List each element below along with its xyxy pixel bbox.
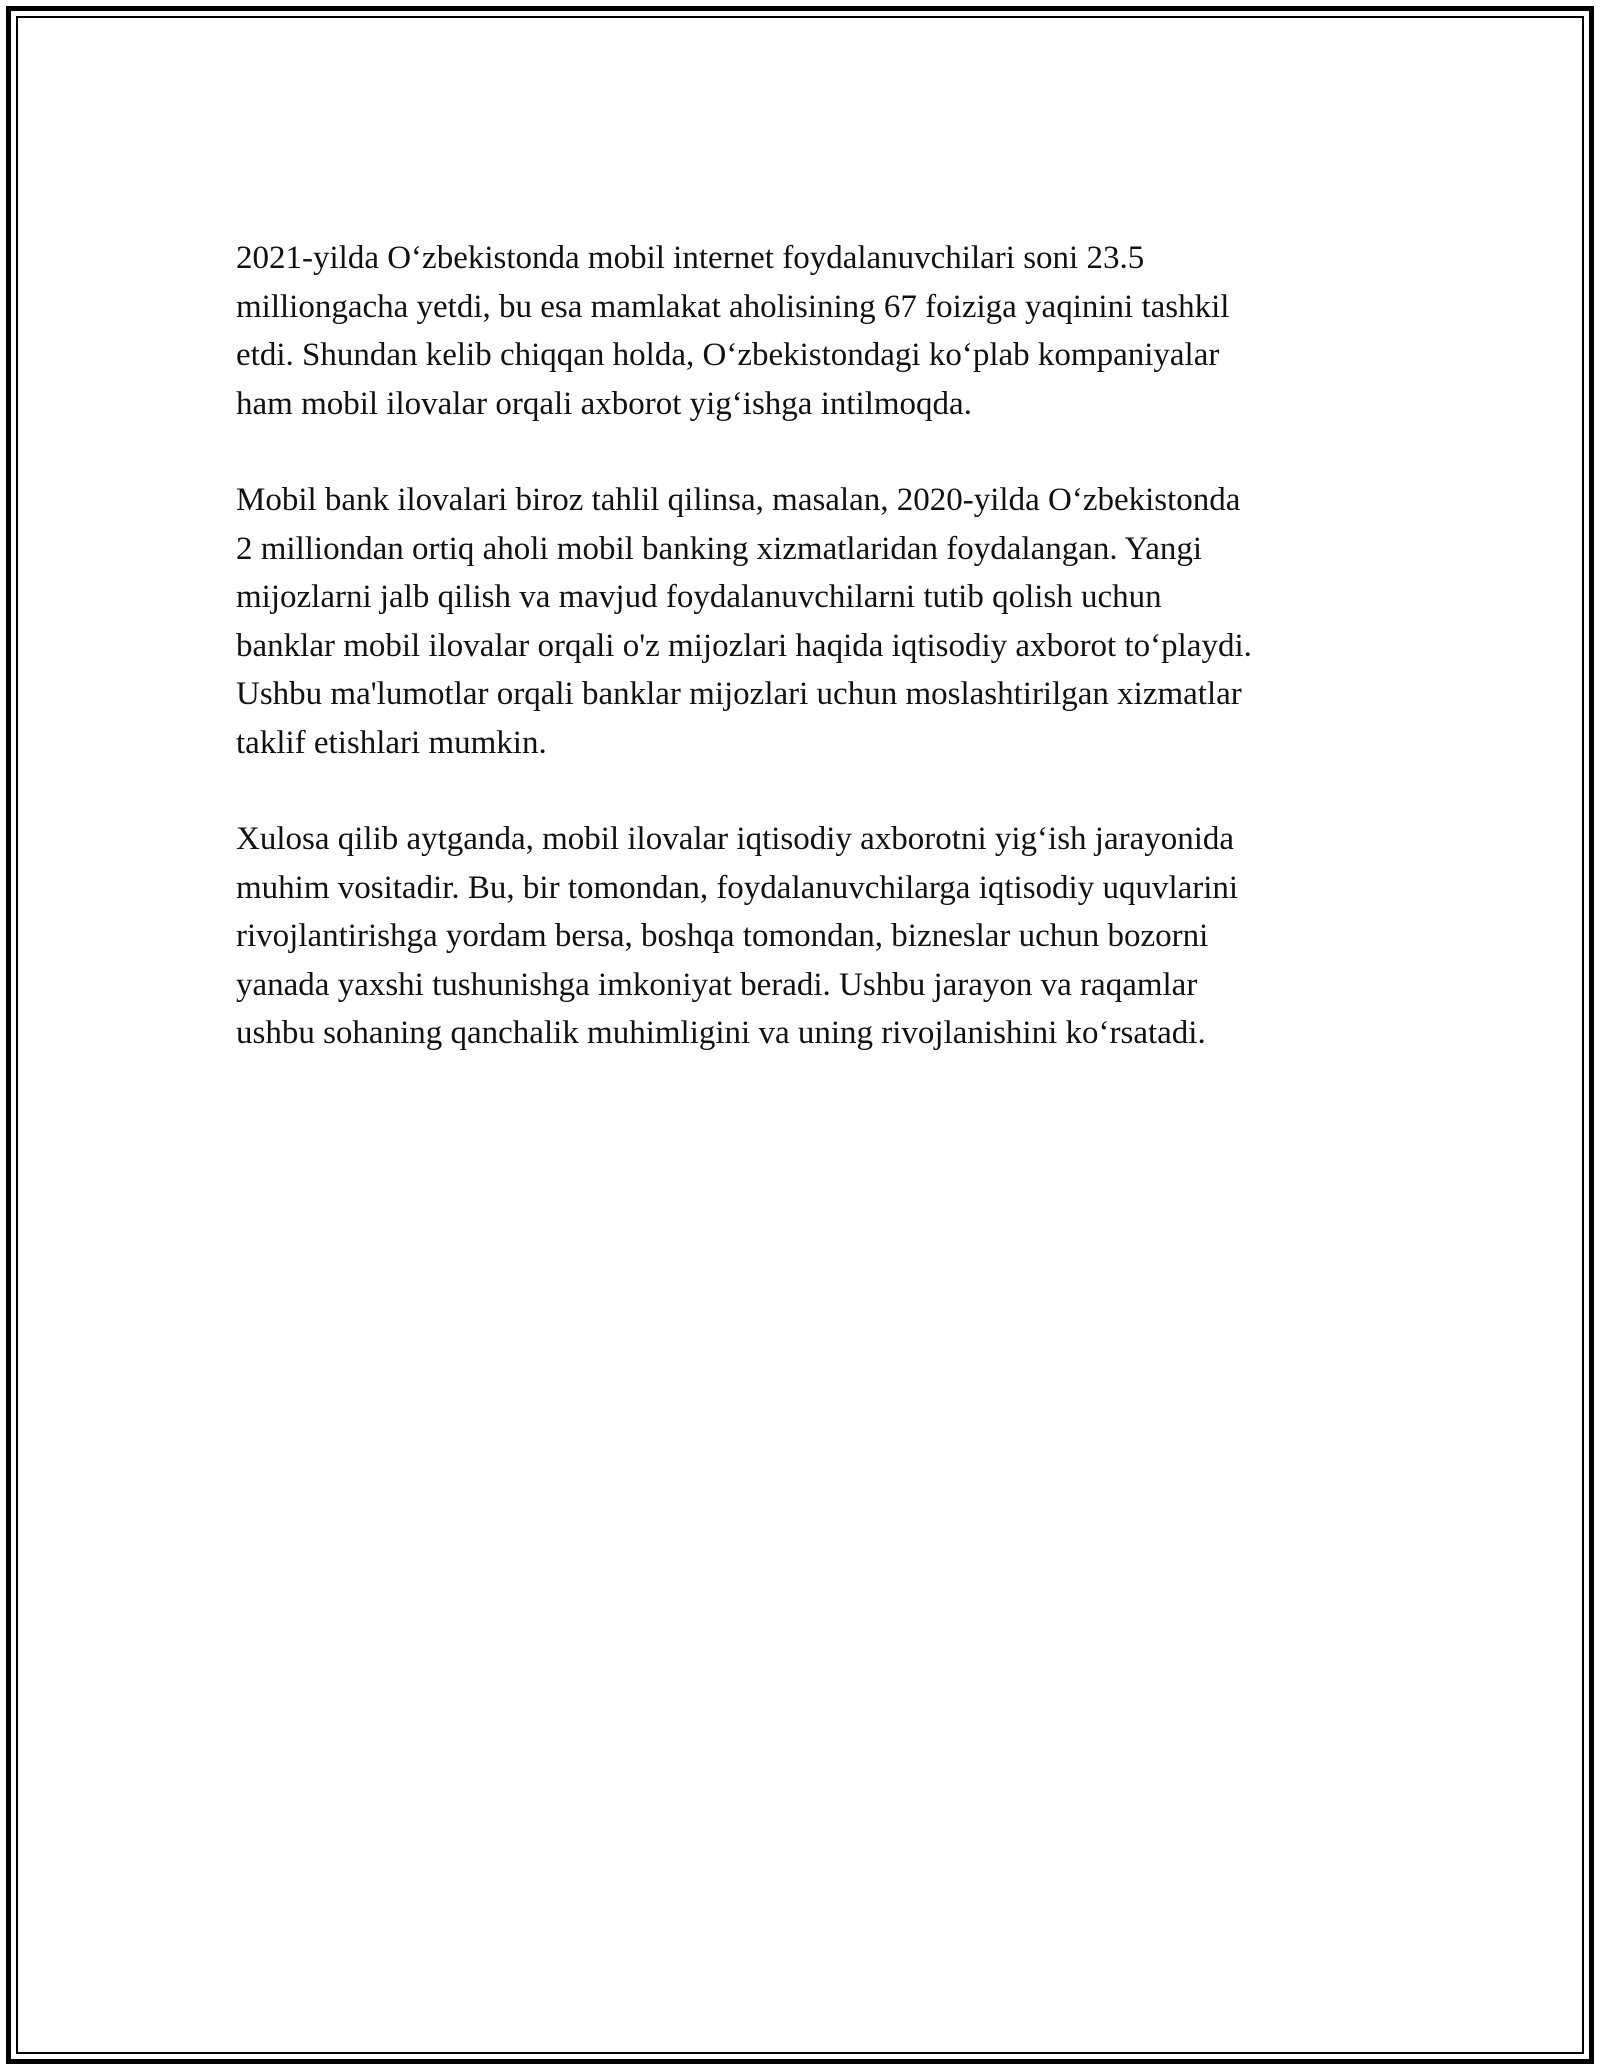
paragraph-conclusion: Xulosa qilib aytganda, mobil ilovalar iqtisodiy axborotni yig‘ish jarayonida muhim vositadir. Bu, bir tomondan, foydalanuvchilarga iqtisodiy uquvlarini rivojlantirishga yordam bersa, boshqa tomondan, bizneslar uchun bozorni yanada yaxshi tushunishga imkoniyat beradi. Ushbu jarayon va raqamlar ushbu sohaning qanchalik muhimligini va uning rivojlanishini ko‘rsatadi. xyxy=(236,821,1239,1051)
paragraph-internet-users: 2021-yilda O‘zbekistonda mobil internet foydalanuvchilari soni 23.5 milliongacha yetdi, bu esa mamlakat aholisining 67 foiziga yaqinini tashkil etdi. Shundan kelib chiqqan holda, O‘zbekistondagi ko‘plab kompaniyalar ham mobil ilovalar orqali axborot yig‘ishga intilmoqda. xyxy=(236,240,1230,422)
document-body xyxy=(236,234,1396,1106)
paragraph-mobile-banking: Mobil bank ilovalari biroz tahlil qilinsa, masalan, 2020-yilda O‘zbekistonda 2 milliondan ortiq aholi mobil banking xizmatlaridan foydalangan. Yangi mijozlarni jalb qilish va mavjud foydalanuvchilarni tutib qolish uchun banklar mobil ilovalar orqali o'z mijozlari haqida iqtisodiy axborot to‘playdi. Ushbu ma'lumotlar orqali banklar mijozlari uchun moslashtirilgan xizmatlar taklif etishlari mumkin. xyxy=(236,482,1252,761)
